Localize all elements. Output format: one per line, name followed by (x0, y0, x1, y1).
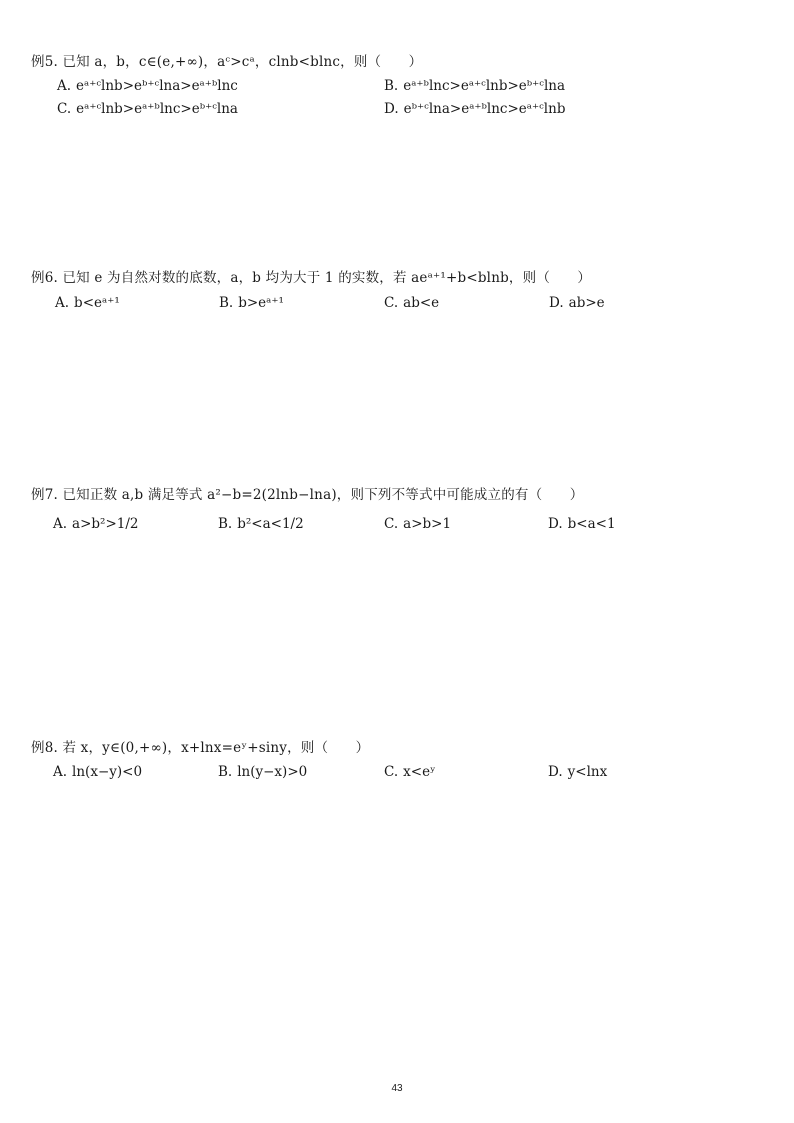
option-label: A. (57, 78, 72, 94)
question-6-option-b[interactable] (219, 295, 284, 311)
option-text: eᵃ⁺ᶜlnb>eᵇ⁺ᶜlna>eᵃ⁺ᵇlnc (76, 78, 238, 94)
question-7-option-b[interactable] (218, 516, 304, 532)
question-7-option-d[interactable] (548, 516, 616, 532)
question-8-option-b[interactable] (218, 764, 307, 780)
option-text: eᵃ⁺ᵇlnc>eᵃ⁺ᶜlnb>eᵇ⁺ᶜlna (403, 78, 566, 94)
option-text: b²<a<1/2 (237, 516, 304, 532)
option-text: a>b²>1/2 (72, 516, 139, 532)
option-label: D. (549, 295, 564, 311)
option-text: y<lnx (567, 764, 608, 780)
option-label: A. (53, 764, 68, 780)
question-8-option-d[interactable] (548, 764, 607, 780)
option-label: C. (57, 101, 72, 117)
option-label: B. (218, 764, 233, 780)
option-label: A. (53, 516, 68, 532)
option-label: B. (219, 295, 234, 311)
question-8-stem: 例8. 若 x，y∈(0,+∞)，x+lnx=eʸ+siny，则（ ） (31, 740, 370, 756)
option-label: B. (384, 78, 399, 94)
option-text: a>b>1 (403, 516, 452, 532)
option-text: ln(x−y)<0 (72, 764, 143, 780)
option-label: C. (384, 295, 399, 311)
question-5-option-b[interactable] (384, 78, 565, 94)
option-text: b<a<1 (567, 516, 616, 532)
question-5-option-c[interactable] (57, 101, 238, 117)
option-text: b<eᵃ⁺¹ (74, 295, 120, 311)
question-7-stem: 例7. 已知正数 a,b 满足等式 a²−b=2(2lnb−lna)，则下列不等式中可能成立的有（ ） (31, 487, 584, 503)
option-text: ab>e (568, 295, 605, 311)
option-label: A. (55, 295, 70, 311)
option-text: ln(y−x)>0 (237, 764, 308, 780)
option-text: b>eᵃ⁺¹ (238, 295, 284, 311)
page-number: 43 (391, 1083, 403, 1094)
option-label: D. (548, 764, 563, 780)
question-5-stem: 例5. 已知 a，b，c∈(e,+∞)，aᶜ>cᵃ，clnb<blnc，则（ ） (31, 54, 423, 70)
question-8-option-a[interactable] (53, 764, 142, 780)
question-8-option-c[interactable] (384, 764, 436, 780)
option-label: D. (384, 101, 399, 117)
option-text: eᵇ⁺ᶜlna>eᵃ⁺ᵇlnc>eᵃ⁺ᶜlnb (403, 101, 566, 117)
option-text: eᵃ⁺ᶜlnb>eᵃ⁺ᵇlnc>eᵇ⁺ᶜlna (76, 101, 238, 117)
option-label: D. (548, 516, 563, 532)
question-6-option-c[interactable] (384, 295, 439, 311)
question-6-option-a[interactable] (55, 295, 120, 311)
question-7-option-c[interactable] (384, 516, 451, 532)
option-text: x<eʸ (403, 764, 436, 780)
question-7-option-a[interactable] (53, 516, 139, 532)
option-label: C. (384, 764, 399, 780)
question-5-option-a[interactable] (57, 78, 238, 94)
question-6-option-d[interactable] (549, 295, 605, 311)
question-5-option-d[interactable] (384, 101, 565, 117)
option-text: ab<e (403, 295, 440, 311)
option-label: B. (218, 516, 233, 532)
option-label: C. (384, 516, 399, 532)
question-6-stem: 例6. 已知 e 为自然对数的底数，a，b 均为大于 1 的实数，若 aeᵃ⁺¹+b<blnb，则（ ） (31, 270, 592, 286)
